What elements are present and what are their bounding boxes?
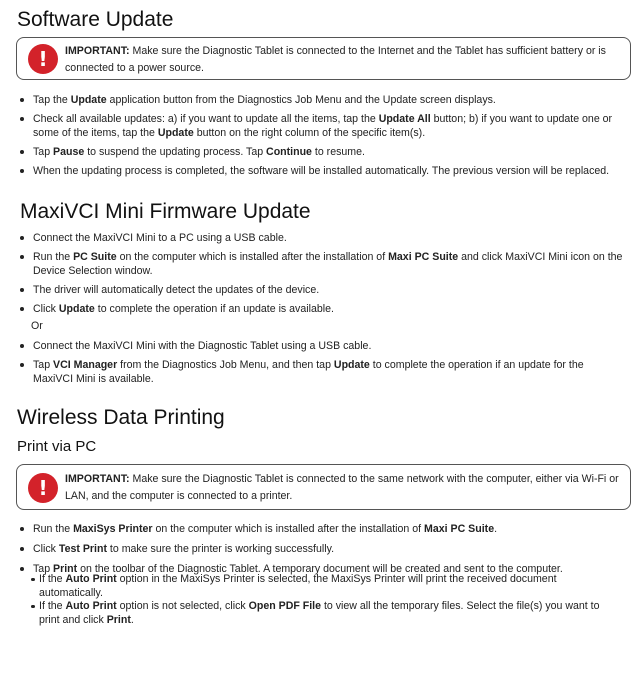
item-text: application button from the Diagnostics Job Menu and the Update screen displays.	[106, 94, 496, 106]
item-text: from the Diagnostics Job Menu, and then tap	[117, 359, 334, 371]
firmware-update-heading: MaxiVCI Mini Firmware Update	[20, 200, 311, 223]
item-text: If the	[39, 600, 66, 612]
item-text: Click	[33, 303, 59, 315]
exclamation-icon: !	[28, 473, 58, 503]
bullet-icon	[31, 578, 35, 582]
firmware-update-steps-b	[18, 339, 626, 391]
bullet-icon	[20, 527, 24, 531]
bullet-icon	[20, 567, 24, 571]
list-item	[18, 302, 626, 316]
list-item	[30, 573, 622, 600]
list-item	[18, 112, 626, 140]
software-update-steps	[18, 93, 626, 183]
bold-term: Auto Print	[65, 573, 117, 585]
item-text: Connect the MaxiVCI Mini to a PC using a USB cable.	[33, 232, 287, 244]
bold-term: Pause	[53, 146, 85, 158]
bullet-icon	[20, 288, 24, 292]
item-text: on the computer which is installed after the installation of	[152, 523, 425, 535]
item-text: .	[130, 613, 134, 626]
software-update-heading: Software Update	[17, 8, 174, 31]
bullet-icon	[20, 255, 24, 259]
bold-term: Print	[106, 613, 131, 626]
bold-term: MaxiSys Printer	[73, 523, 153, 535]
list-item	[18, 145, 626, 159]
wireless-printing-heading: Wireless Data Printing	[17, 406, 225, 429]
item-text: Run the	[33, 523, 74, 535]
exclamation-icon: !	[28, 44, 58, 74]
bold-term: Continue	[266, 146, 312, 158]
item-text: If the	[39, 573, 66, 585]
item-text: to make sure the printer is working successfully.	[106, 543, 335, 555]
or-separator: Or	[31, 320, 43, 332]
list-item	[18, 522, 626, 536]
list-item	[18, 542, 626, 556]
bold-term: Update	[157, 127, 194, 139]
bullet-icon	[20, 169, 24, 173]
item-text: Check all available updates: a) if you want to update all the items, tap the	[33, 113, 379, 125]
list-item	[18, 164, 626, 178]
bullet-icon	[20, 236, 24, 240]
bullet-icon	[20, 307, 24, 311]
item-text: to view all the temporary files. Select the file(s) you want to print and click	[39, 600, 600, 626]
notice-text	[65, 43, 622, 77]
list-item	[18, 339, 626, 353]
notice-body: Make sure the Diagnostic Tablet is connected to the Internet and the Tablet has sufficient battery or is connected to a power source.	[65, 45, 606, 74]
item-text: and click MaxiVCI Mini icon on the Device Selection window.	[33, 251, 623, 277]
notice-label: IMPORTANT:	[65, 473, 130, 485]
item-text: When the updating process is completed, the software will be installed automatically. The previous version will be replaced.	[33, 165, 610, 177]
bold-term: Update	[70, 94, 107, 106]
item-text: to suspend the updating process. Tap	[84, 146, 267, 158]
bold-term: Maxi PC Suite	[388, 251, 459, 263]
bullet-icon	[20, 117, 24, 121]
notice-text	[65, 471, 622, 505]
bold-term: Print	[53, 563, 78, 575]
item-text: to resume.	[311, 146, 365, 158]
item-text: option is not selected, click	[116, 600, 249, 612]
item-text: Click	[33, 543, 59, 555]
notice-body: Make sure the Diagnostic Tablet is connected to the same network with the computer, either via Wi-Fi or LAN, and the computer is connected to a printer.	[65, 473, 619, 502]
item-text: Tap the	[33, 94, 71, 106]
item-text: Connect the MaxiVCI Mini with the Diagnostic Tablet using a USB cable.	[33, 340, 372, 352]
item-text: The driver will automatically detect the updates of the device.	[33, 284, 320, 296]
print-via-pc-heading: Print via PC	[17, 438, 97, 455]
item-text: on the toolbar of the Diagnostic Tablet. A temporary document will be created and sent to the computer.	[77, 563, 563, 575]
bold-term: Auto Print	[65, 600, 117, 612]
bold-term: VCI Manager	[53, 359, 118, 371]
item-text: Tap	[33, 359, 54, 371]
firmware-update-steps-a	[18, 231, 626, 321]
list-item	[30, 600, 622, 627]
item-text: option in the MaxiSys Printer is selected, the MaxiSys Printer will print the received document automatically.	[39, 573, 557, 599]
item-text: on the computer which is installed after the installation of	[116, 251, 389, 263]
list-item	[18, 283, 626, 297]
bullet-icon	[31, 605, 35, 609]
item-text: Tap	[33, 563, 54, 575]
printing-notice	[16, 464, 631, 510]
item-text: Run the	[33, 251, 74, 263]
list-item	[18, 93, 626, 107]
bold-term: Maxi PC Suite	[424, 523, 495, 535]
bullet-icon	[20, 363, 24, 367]
bold-term: Open PDF File	[248, 600, 322, 612]
software-update-notice	[16, 37, 631, 80]
item-text: to complete the operation if an update is available.	[94, 303, 334, 315]
list-item	[18, 250, 626, 278]
list-item	[18, 358, 626, 386]
bold-term: Update	[58, 303, 95, 315]
printing-sub-steps	[30, 573, 622, 627]
bullet-icon	[20, 547, 24, 551]
bullet-icon	[20, 344, 24, 348]
bullet-icon	[20, 150, 24, 154]
item-text: button; b) if you want to update one or some of the items, tap the	[33, 113, 613, 139]
notice-label: IMPORTANT:	[65, 45, 130, 57]
item-text: .	[494, 523, 498, 535]
bold-term: Update All	[378, 113, 431, 125]
bold-term: Update	[333, 359, 370, 371]
bold-term: Test Print	[58, 543, 107, 555]
bullet-icon	[20, 98, 24, 102]
item-text: Tap	[33, 146, 54, 158]
list-item	[18, 231, 626, 245]
bold-term: PC Suite	[73, 251, 117, 263]
item-text: button on the right column of the specific item(s).	[193, 127, 426, 139]
item-text: to complete the operation if an update for the MaxiVCI Mini is available.	[33, 359, 584, 385]
